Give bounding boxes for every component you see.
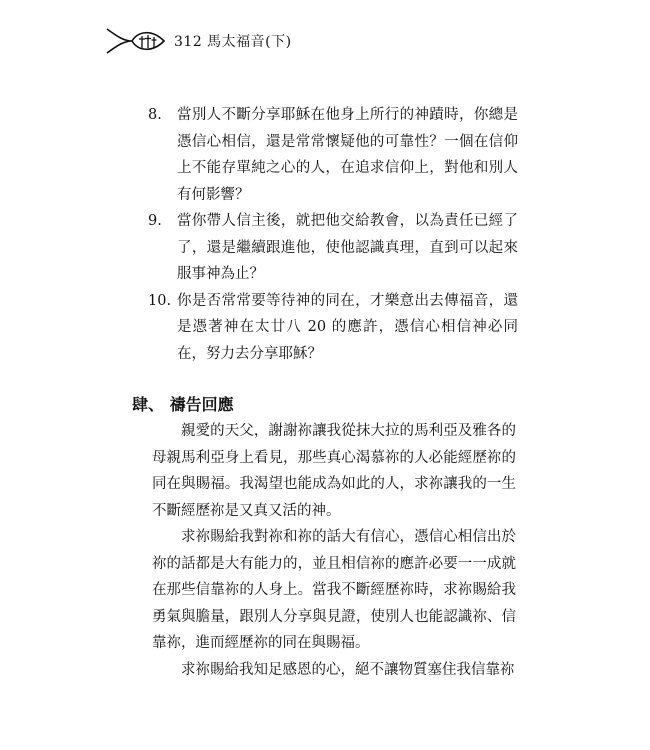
prayer-paragraph: 求祢賜給我知足感恩的心，絕不讓物質塞住我信靠祢: [181, 661, 515, 678]
question-text: 當你帶人信主後，就把他交給教會，以為責任已經了了，還是繼續跟進他，使他認識真理，直到可以起來服事神為止？: [177, 213, 518, 282]
question-text: 你是否常常要等待神的同在，才樂意出去傳福音，還是憑著神在太廿八 20 的應許，憑信心相信神必同在，努力去分享耶穌？: [177, 292, 518, 362]
page-header: [104, 26, 292, 56]
question-number: 9.: [148, 213, 162, 229]
question-text: 當別人不斷分享耶穌在他身上所行的神蹟時，你總是憑信心相信，還是常常懷疑他的可靠性？一個在信仰上不能存單純之心的人，在追求信仰上，對他和別人有何影響？: [177, 107, 518, 203]
question-list: [148, 102, 518, 367]
fish-cross-icon: [104, 27, 166, 55]
question-number: 10.: [148, 292, 172, 309]
question-item: [148, 102, 518, 208]
prayer-body: [152, 418, 516, 683]
question-item: [148, 208, 518, 288]
prayer-paragraph: 求祢賜給我對祢和祢的話大有信心，憑信心相信出於祢的話都是大有能力的，並且相信祢的應許必要一一成就在那些信靠祢的人身上。當我不斷經歷祢時，求祢賜給我勇氣與膽量，跟別人分享與見證，使別人也能認識祢、信靠祢，進而經歷祢的同在與賜福。: [152, 529, 516, 651]
prayer-paragraph: 親愛的天父，謝謝祢讓我從抹大拉的馬利亞及雅各的母親馬利亞身上看見，那些真心渴慕祢的人必能經歷祢的同在與賜福。我渴望也能成為如此的人，求祢讓我的一生不斷經歷祢是又真又活的神。: [152, 423, 516, 519]
question-item: [148, 288, 518, 368]
page-header-title: 312 馬太福音(下): [174, 34, 292, 50]
question-number: 8.: [148, 107, 162, 123]
section-title: 肆、 禱告回應: [132, 395, 234, 414]
